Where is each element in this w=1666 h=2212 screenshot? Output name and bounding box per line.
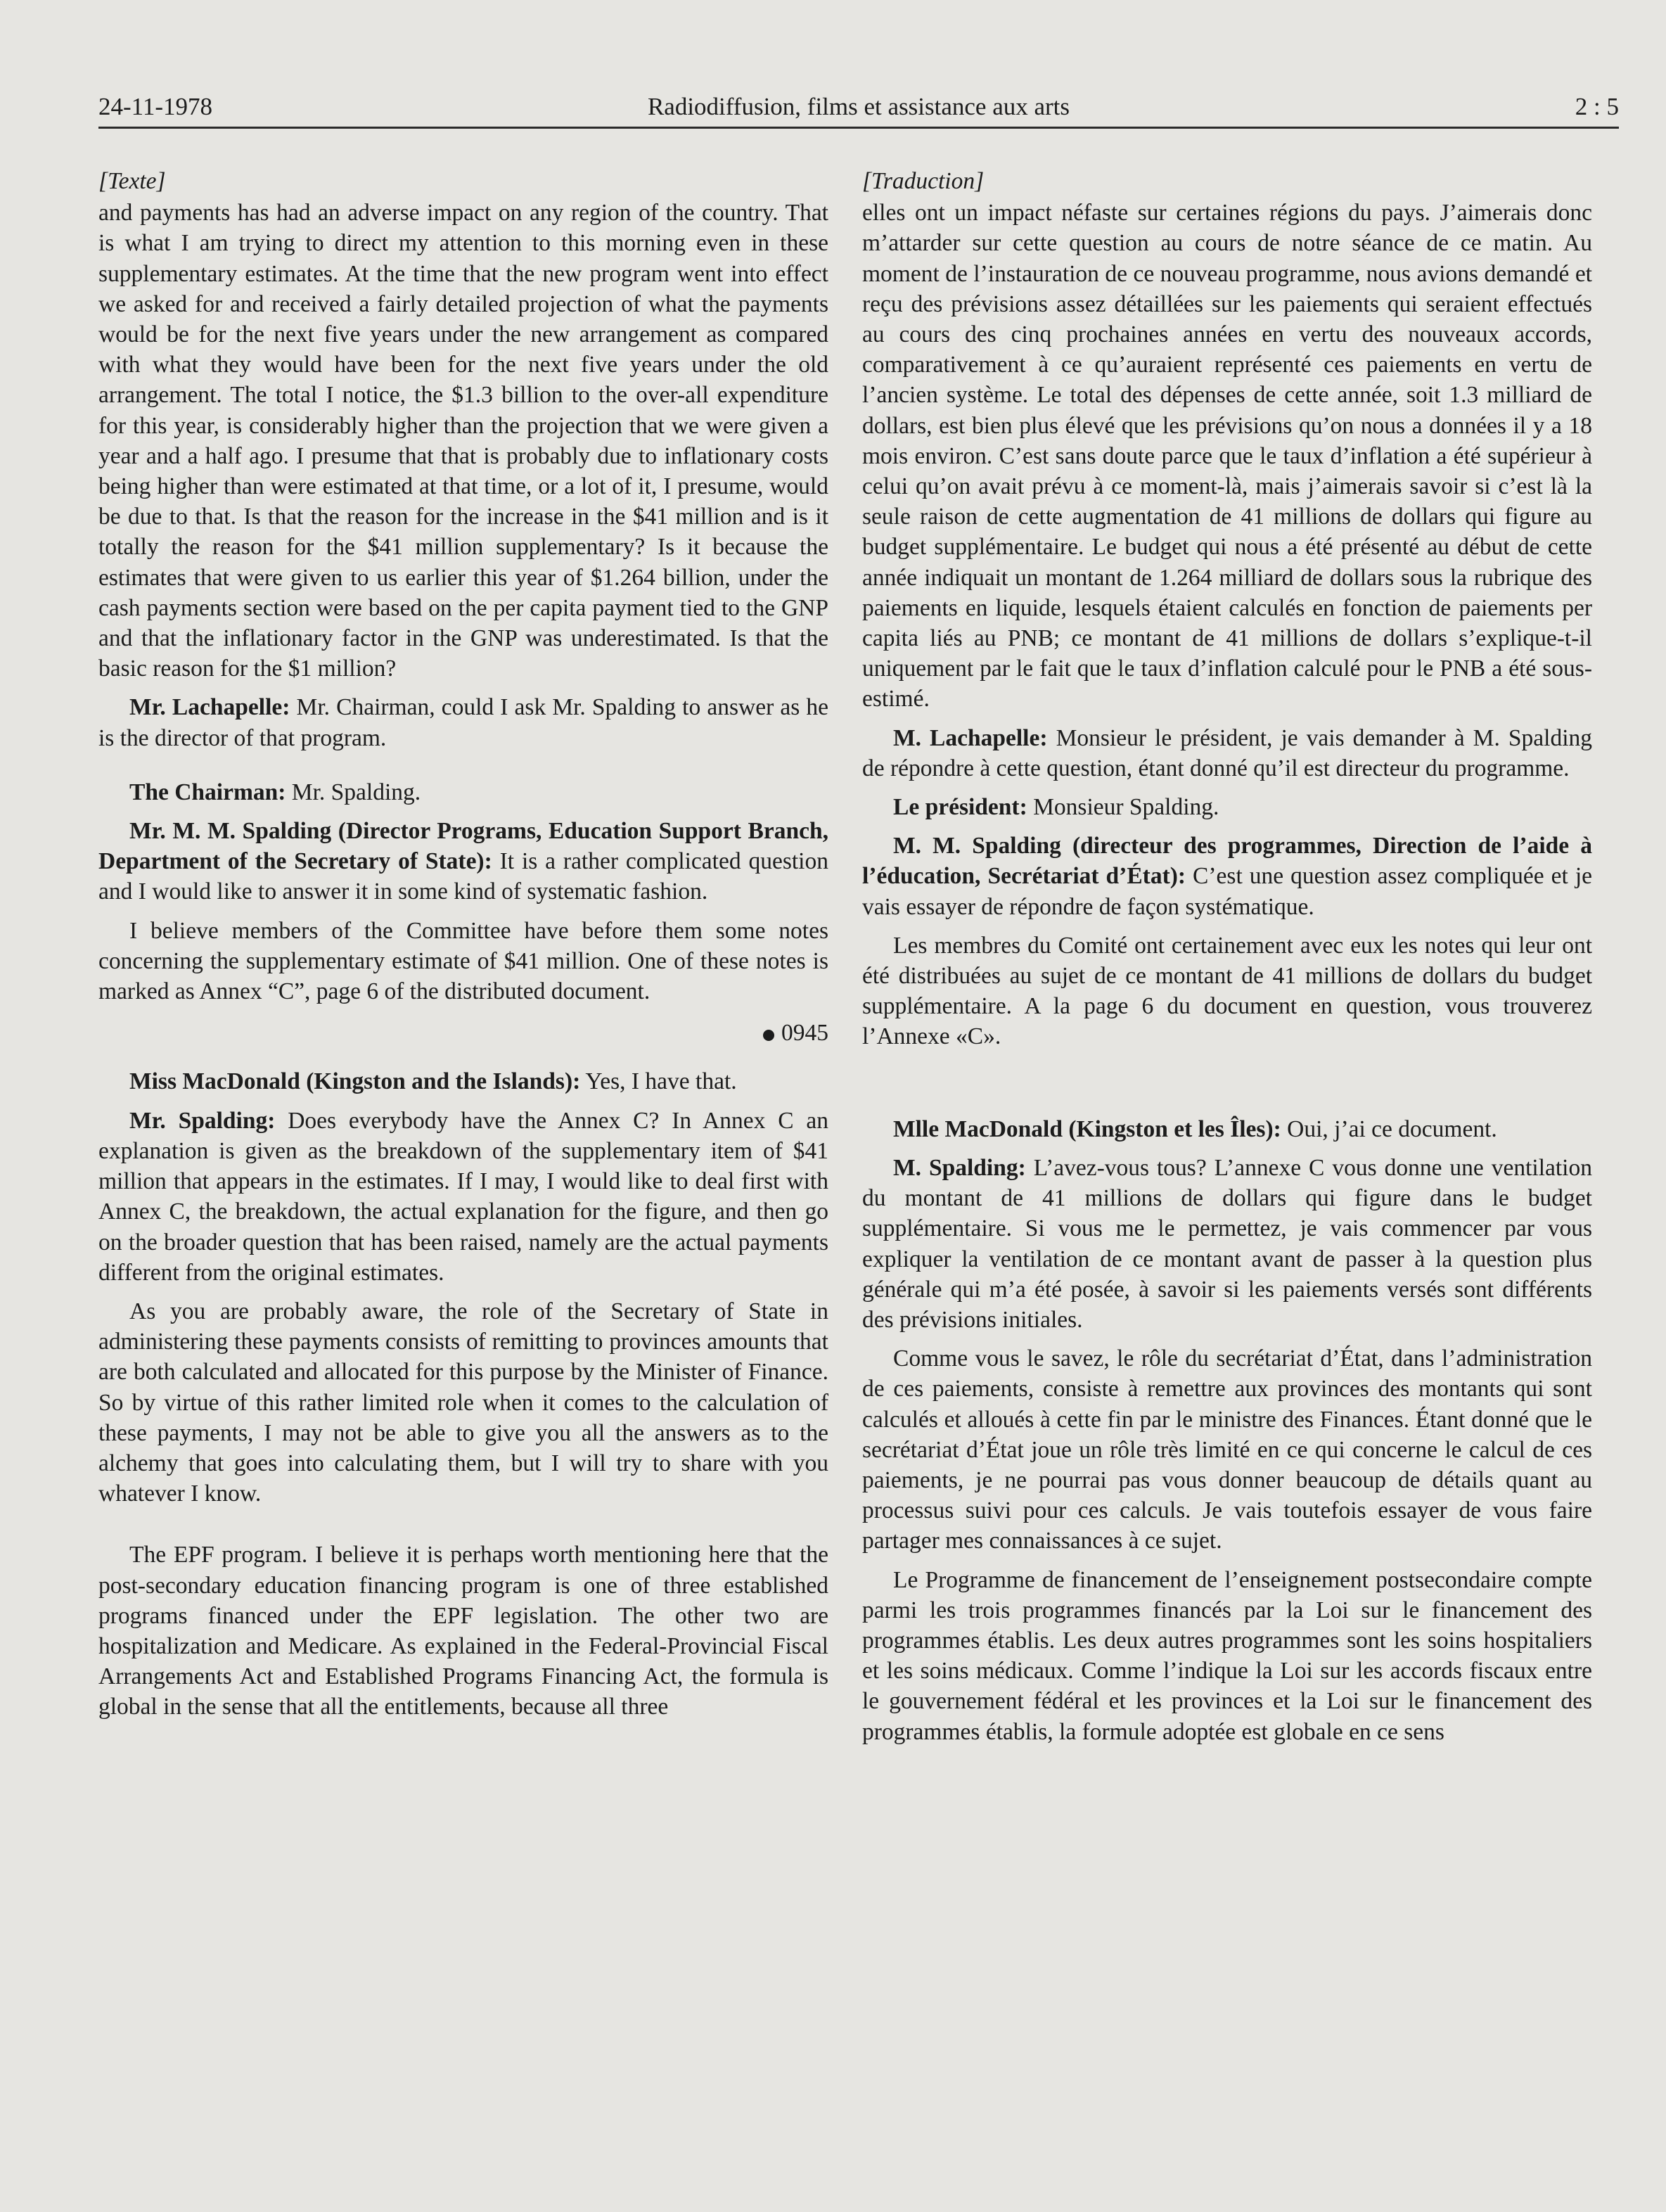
speaker-paragraph — [862, 1114, 1592, 1144]
french-column — [862, 166, 1592, 1747]
paragraph: elles ont un impact néfaste sur certaines régions du pays. J’aimerais donc m’attarder sur cette question au cours de notre séance de ce matin. Au moment de l’instauration de ce nouveau programme, nous avions demandé et reçu des prévisions assez détaillées sur les paiements qui seraient effectués au cours des cinq prochaines années en vertu des nouveaux accords, comparativement à ce qu’auraient représenté ces paiements en vertu de l’ancien système. Le total des dépenses de cette année, soit 1.3 milliard de dollars, est bien plus élevé que les prévisions qu’on nous a données il y a 18 mois environ. C’est sans doute parce que le taux d’inflation a été supérieur à celui qu’on avait prévu à ce moment-là, mais j’aimerais savoir si c’est là la seule raison de cette augmentation de 41 millions de dollars qui figure au budget supplémentaire. Le budget qui nous a été présenté au début de cette année indiquait un montant de 1.264 milliard de dollars sous la rubrique des paiements en liquide, lesquels étaient calculés en fonction de paiements per capita liés au PNB; ce montant de 41 millions de dollars s’explique-t-il uniquement par le fait que le taux d’inflation calculé pour le PNB a été sous-estimé. — [862, 200, 1592, 712]
paragraph: As you are probably aware, the role of the Secretary of State in administering these payments consists of remitting to provinces amounts that are both calculated and allocated for this purpose by the Minister of Finance. So by virtue of this rather limited role when it comes to the calculation of these payments, I may not be able to give you all the answers as to the alchemy that goes into calculating them, but I will try to share with you whatever I know. — [98, 1298, 828, 1507]
speaker-name: Mr. M. M. Spalding (Director Programs, Education Support Branch, Department of the Secretary of State): — [98, 818, 828, 875]
speaker-paragraph — [862, 831, 1592, 922]
speech-text: Mr. Spalding. — [286, 779, 421, 805]
header-page-number: 2 : 5 — [1575, 93, 1619, 120]
time-stamp — [98, 1018, 828, 1048]
speaker-paragraph — [98, 692, 828, 753]
spacer — [862, 1083, 1592, 1114]
spacer — [98, 753, 828, 769]
paragraph: The EPF program. I believe it is perhaps worth mentioning here that the post-secondary education financing program is one of three established programs financed under the EPF legislation. The other two are hospitalization and Medicare. As explained in the Federal-Provincial Fiscal Arrangements Act and Established Programs Financing Act, the formula is global in the sense that all the entitlements, because all three — [98, 1542, 828, 1720]
speech-text: Oui, j’ai ce document. — [1281, 1115, 1497, 1142]
paragraph: I believe members of the Committee have before them some notes concerning the supplementary estimate of $41 million. One of these notes is marked as Annex “C”, page 6 of the distributed document. — [98, 917, 828, 1005]
speaker-paragraph — [98, 816, 828, 907]
english-column — [98, 166, 828, 1722]
bullet-icon — [763, 1030, 774, 1041]
speech-text: Yes, I have that. — [580, 1068, 737, 1095]
speaker-paragraph — [862, 1153, 1592, 1335]
speech-text: Does everybody have the Annex C? In Annex C an explanation is given as the breakdown of the supplementary item of $41 million that appears in the estimates. If I may, I would like to deal first with Annex C, the breakdown, the actual explanation for the figure, and then go on the broader question that has been raised, namely are the actual payments different from the original estimates. — [98, 1107, 828, 1286]
speaker-paragraph — [862, 792, 1592, 822]
paragraph: Le Programme de financement de l’enseignement postsecondaire compte parmi les trois programmes financés par la Loi sur le financement des programmes établis. Les deux autres programmes sont les soins hospitaliers et les soins médicaux. Comme l’indique la Loi sur les accords fiscaux entre le gouvernement fédéral et les provinces et la Loi sur le financement des programmes établis, la formule adoptée est globale en ce sens — [862, 1566, 1592, 1745]
speaker-name: Mr. Lachapelle: — [129, 694, 290, 721]
paragraph: and payments has had an adverse impact on any region of the country. That is what I am trying to direct my attention to this morning even in these supplementary estimates. At the time that the new program went into effect we asked for and received a fairly detailed projection of what the payments would be for the next five years under the new arrangement as compared with what they would have been for the next five years under the old arrangement. The total I notice, the $1.3 billion to the over-all expenditure for this year, is considerably higher than the projection that we were given a year and a half ago. I presume that that is probably due to inflationary costs being higher than were estimated at that time, or a lot of it, I presume, would be due to that. Is that the reason for the increase in the $41 million and is it totally the reason for the $41 million supplementary? Is it because the estimates that were given to us earlier this year of $1.264 billion, under the cash payments section were based on the per capita payment tied to the GNP and that the inflationary factor in the GNP was underestimated. Is that the basic reason for the $1 million? — [98, 200, 828, 682]
speaker-name: M. M. Spalding (directeur des programmes, Direction de l’aide à l’éducation, Secrétariat d’État): — [862, 833, 1592, 890]
speech-text: C’est une question assez compliquée et je vais essayer de répondre de façon systématique. — [862, 863, 1592, 920]
paragraph: Comme vous le savez, le rôle du secrétariat d’État, dans l’administration de ces paiements, consiste à remettre aux provinces des montants qui sont calculés et alloués à cette fin par le ministre des Finances. Étant donné que le secrétariat d’État joue un rôle très limité en ce qui concerne le calcul de ces paiements, je ne pourrai pas vous donner beaucoup de détails quant au processus suivi pour ces calculs. Je vais toutefois essayer de vous faire partager mes connaissances à ce sujet. — [862, 1345, 1592, 1554]
speaker-name: Mlle MacDonald (Kingston et les Îles): — [893, 1115, 1281, 1142]
speech-text: Monsieur Spalding. — [1027, 794, 1219, 821]
time-stamp-text: 0945 — [781, 1020, 828, 1047]
language-tag: [Texte] — [98, 168, 166, 194]
speaker-paragraph — [862, 723, 1592, 784]
speaker-paragraph — [98, 1066, 828, 1097]
speaker-name: M. Spalding: — [893, 1154, 1026, 1181]
header-title: Radiodiffusion, films et assistance aux arts — [647, 93, 1070, 120]
speech-text: Mr. Chairman, could I ask Mr. Spalding to answer as he is the director of that program. — [98, 694, 828, 751]
speaker-name: Le président: — [893, 794, 1027, 821]
speech-text: L’avez-vous tous? L’annexe C vous donne une ventilation du montant de 41 millions de dollars qui figure dans le budget supplémentaire. Si vous me le permettez, je vais commencer par vous expliquer la ventilation de ce montant avant de passer à la question plus générale qui m’a été posée, à savoir si les paiements versés sont différents des prévisions initiales. — [862, 1154, 1592, 1333]
speaker-name: The Chairman: — [129, 779, 286, 805]
spacer — [862, 1052, 1592, 1083]
header-date: 24-11-1978 — [98, 93, 213, 120]
speech-text: Monsieur le président, je vais demander à M. Spalding de répondre à cette question, étant donné qu’il est directeur du programme. — [862, 724, 1593, 781]
speaker-name: Miss MacDonald (Kingston and the Islands): — [129, 1068, 581, 1095]
speaker-paragraph — [98, 777, 828, 807]
speaker-paragraph — [98, 1106, 828, 1288]
speaker-name: Mr. Spalding: — [129, 1107, 276, 1134]
page-header — [98, 83, 1619, 129]
speech-text: It is a rather complicated question and I would like to answer it in some kind of systematic fashion. — [98, 848, 828, 905]
paragraph: Les membres du Comité ont certainement avec eux les notes qui leur ont été distribuées au sujet de ce montant de 41 millions de dollars du budget supplémentaire. A la page 6 du document en question, vous trouverez l’Annexe «C». — [862, 932, 1592, 1050]
spacer — [98, 1509, 828, 1540]
speaker-name: M. Lachapelle: — [893, 724, 1048, 751]
language-tag: [Traduction] — [862, 168, 985, 194]
